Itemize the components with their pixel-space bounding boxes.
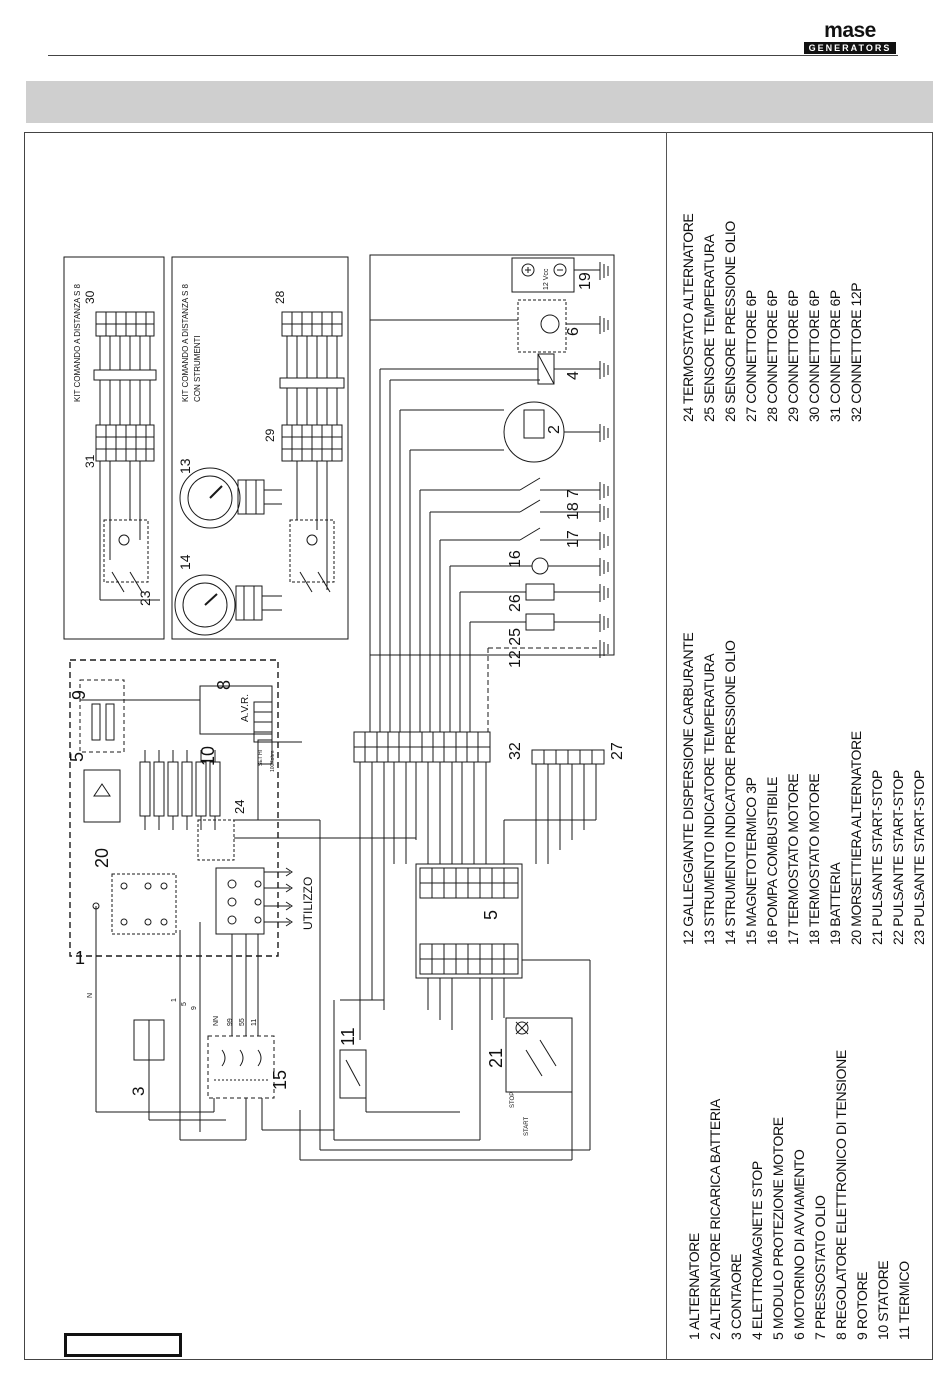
- label-c15: 15: [270, 1069, 290, 1090]
- wire-5-label: 5: [181, 1002, 188, 1006]
- breaker-15: [208, 1036, 274, 1098]
- connector-32: [354, 732, 490, 762]
- start-stop-21: [506, 1018, 572, 1092]
- legend-item: 32 CONNETTORE 12P: [848, 282, 864, 422]
- ground-symbols: [600, 262, 608, 658]
- label-c30: 30: [83, 290, 97, 304]
- label-c6: 6: [565, 327, 582, 336]
- label-c13: 13: [177, 458, 193, 474]
- kit1-switch: [100, 461, 148, 592]
- wire-9-label: 9: [191, 1006, 198, 1010]
- legend-item: 31 CONNETTORE 6P: [827, 290, 843, 422]
- label-c2: 2: [546, 425, 563, 434]
- start-label: START: [524, 1116, 530, 1136]
- rotor-9: [80, 680, 200, 752]
- label-c3: 3: [129, 1086, 148, 1096]
- legend-item: 21 PULSANTE START-STOP: [869, 770, 885, 945]
- label-c21: 21: [486, 1047, 506, 1068]
- label-c7: 7: [565, 489, 582, 498]
- resistor-label: 100Kohm: [270, 750, 276, 772]
- avr-label: A.V.R.: [240, 694, 251, 722]
- set-hi-label: SET HI: [258, 749, 264, 766]
- label-c10: 10: [198, 745, 218, 766]
- legend-item: 28 CONNETTORE 6P: [764, 290, 780, 422]
- legend-item: 25 SENSORE TEMPERATURA: [701, 234, 717, 422]
- connector-31: [96, 425, 154, 461]
- legend-item: 19 BATTERIA: [827, 862, 843, 945]
- legend-item: 8 REGOLATORE ELETTRONICO DI TENSIONE: [833, 1050, 849, 1340]
- alternator-thermostat-24: [198, 820, 234, 860]
- legend-item: 6 MOTORINO DI AVVIAMENTO: [791, 1149, 807, 1340]
- legend-item: 17 TERMOSTATO MOTORE: [785, 773, 801, 945]
- kit2-subtitle: CON STRUMENTI: [193, 335, 202, 402]
- pressure-switch-7: [520, 478, 600, 490]
- legend-item: 24 TERMOSTATO ALTERNATORE: [680, 213, 696, 422]
- wire-99-label: 99: [227, 1018, 234, 1026]
- terminal-block-20: [93, 874, 176, 934]
- label-c12-25: 12 25: [507, 627, 524, 668]
- label-c17: 17: [565, 530, 582, 548]
- legend-item: 27 CONNETTORE 6P: [743, 290, 759, 422]
- thermostat-18: [520, 500, 600, 512]
- legend-item: 22 PULSANTE START-STOP: [890, 770, 906, 945]
- thermal-11: [340, 1050, 366, 1098]
- label-c14: 14: [177, 554, 193, 570]
- diode-bridge: [84, 770, 120, 822]
- kit2-cable: [280, 336, 344, 425]
- gauge-temperature-13: [180, 468, 282, 528]
- utilizzo-label: UTILIZZO: [301, 876, 315, 930]
- legend-item: 7 PRESSOSTATO OLIO: [812, 1195, 828, 1340]
- legend-item: 1 ALTERNATORE: [686, 1233, 702, 1340]
- protection-module-5: [416, 864, 522, 978]
- label-c11: 11: [338, 1027, 358, 1046]
- label-c19: 19: [577, 272, 594, 290]
- label-c8: 8: [214, 679, 234, 690]
- connector-29: [282, 425, 342, 461]
- label-c18: 18: [565, 502, 582, 520]
- legend-item: 3 CONTAORE: [728, 1254, 744, 1340]
- legend-item: 5 MODULO PROTEZIONE MOTORE: [770, 1117, 786, 1340]
- legend-item: 13 STRUMENTO INDICATORE TEMPERATURA: [701, 653, 717, 945]
- connector-27: [532, 750, 604, 764]
- legend-item: 2 ALTERNATORE RICARICA BATTERIA: [707, 1099, 723, 1340]
- wire-n-label: N: [87, 992, 94, 998]
- legend-item: 15 MAGNETOTERMICO 3P: [743, 777, 759, 945]
- harness-wires: [96, 255, 596, 1160]
- label-c32: 32: [507, 742, 524, 760]
- legend-item: 10 STATORE: [875, 1260, 891, 1340]
- legend-item: 18 TERMOSTATO MOTORE: [806, 773, 822, 945]
- legend-item: 9 ROTORE: [854, 1271, 870, 1340]
- legend-item: 16 POMPA COMBUSTIBILE: [764, 777, 780, 945]
- legend-item: 29 CONNETTORE 6P: [785, 290, 801, 422]
- brand-name: mase: [824, 19, 876, 42]
- brand-subtitle: GENERATORS: [804, 42, 896, 54]
- battery-voltage: 12 Vcc: [543, 268, 550, 290]
- wire-1-label: 1: [171, 998, 178, 1002]
- gauge-oil-pressure-14: [175, 575, 282, 635]
- label-c31: 31: [83, 454, 97, 468]
- wire-55-label: 55: [239, 1018, 246, 1026]
- output-terminals: [216, 868, 292, 934]
- kit2-title: KIT COMANDO A DISTANZA S 8: [181, 284, 190, 402]
- float-12: [488, 648, 600, 732]
- legend-item: 26 SENSORE PRESSIONE OLIO: [722, 221, 738, 422]
- legend-item: 12 GALLEGGIANTE DISPERSIONE CARBURANTE: [680, 632, 696, 945]
- label-c4: 4: [565, 371, 582, 380]
- wire-11-label: 11: [251, 1018, 258, 1026]
- kit1-title: KIT COMANDO A DISTANZA S 8: [73, 284, 82, 402]
- legend-item: 4 ELETTROMAGNETE STOP: [749, 1161, 765, 1340]
- label-c20: 20: [92, 847, 112, 868]
- legend-item: 14 STRUMENTO INDICATORE PRESSIONE OLIO: [722, 640, 738, 945]
- engine-panel: [370, 255, 614, 655]
- sensor-25: [526, 614, 600, 630]
- connector-30: [96, 312, 154, 336]
- kit1-cable: [94, 336, 156, 425]
- label-c27: 27: [609, 742, 626, 760]
- label-c5a: 5: [67, 751, 87, 762]
- legend-item: 20 MORSETTIERA ALTERNATORE: [848, 731, 864, 945]
- label-c9: 9: [69, 689, 89, 700]
- thermostat-17: [520, 528, 600, 540]
- legend-item: 11 TERMICO: [896, 1261, 912, 1340]
- label-c28: 28: [273, 290, 287, 304]
- label-c23: 23: [137, 590, 153, 606]
- sensor-26: [526, 584, 600, 600]
- kit2-switch: [290, 461, 334, 592]
- label-c16: 16: [507, 550, 524, 568]
- label-c24: 24: [232, 799, 247, 814]
- label-c5b: 5: [481, 909, 501, 920]
- connector-28: [282, 312, 342, 336]
- wire-nn-label: NN: [213, 1015, 220, 1026]
- label-c26: 26: [507, 594, 524, 612]
- legend-item: 23 PULSANTE START-STOP: [911, 770, 927, 945]
- legend-item: 30 CONNETTORE 6P: [806, 290, 822, 422]
- fuel-pump-16: [532, 558, 600, 574]
- label-c1: 1: [75, 948, 86, 968]
- stop-label: STOP: [510, 1091, 516, 1108]
- starter-motor-6: [518, 300, 600, 352]
- label-c29: 29: [263, 428, 277, 442]
